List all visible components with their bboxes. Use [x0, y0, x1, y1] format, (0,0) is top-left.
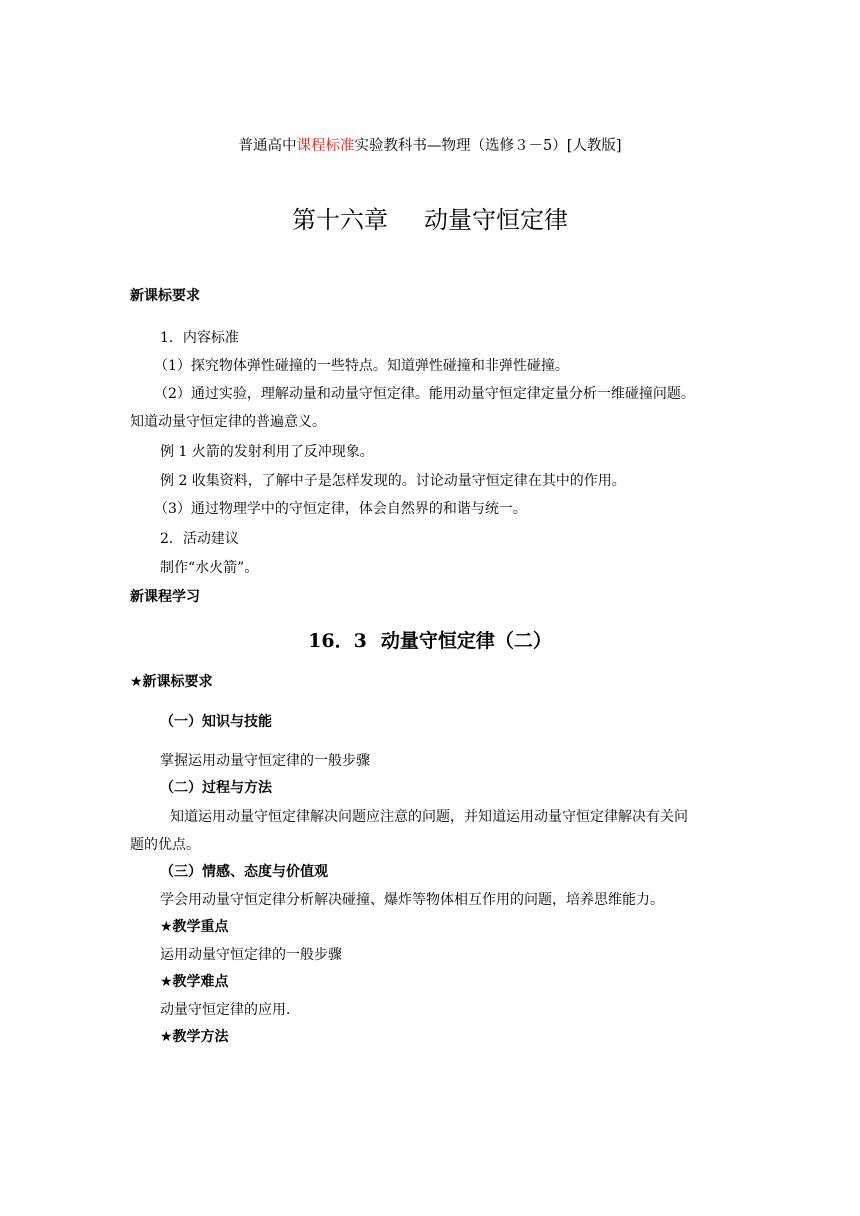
process-text-line-2: 题的优点。 — [130, 837, 200, 853]
objectives-heading: ★新课标要求 — [130, 674, 213, 690]
knowledge-title: （一）知识与技能 — [160, 714, 272, 730]
activity-title: 2．活动建议 — [160, 531, 239, 547]
section-name: 动量守恒定律（二） — [380, 630, 552, 652]
section-number: 16．3 — [308, 630, 367, 652]
focus-title: ★教学重点 — [160, 919, 229, 935]
content-standard-title: 1．内容标准 — [160, 330, 239, 346]
standard-item-1: （1）探究物体弹性碰撞的一些特点。知道弹性碰撞和非弹性碰撞。 — [154, 358, 569, 374]
activity-text: 制作“水火箭”。 — [160, 560, 259, 576]
standard-item-3: （3）通过物理学中的守恒定律，体会自然界的和谐与统一。 — [154, 501, 527, 517]
example-1: 例 1 火箭的发射利用了反冲现象。 — [160, 444, 374, 460]
emotion-title: （三）情感、态度与价值观 — [160, 864, 328, 880]
course-heading: 新课程学习 — [130, 589, 200, 605]
header-suffix: 实验教科书—物理（选修３－5）[人教版] — [354, 138, 622, 154]
knowledge-text: 掌握运用动量守恒定律的一般步骤 — [160, 753, 370, 769]
standard-item-2-line-1: （2）通过实验，理解动量和动量守恒定律。能用动量守恒定律定量分析一维碰撞问题。 — [154, 386, 695, 402]
header-highlight: 课程标准 — [296, 138, 355, 154]
chapter-number: 第十六章 — [292, 206, 388, 234]
difficulty-title: ★教学难点 — [160, 974, 229, 990]
difficulty-text: 动量守恒定律的应用． — [160, 1002, 300, 1018]
focus-text: 运用动量守恒定律的一般步骤 — [160, 947, 342, 963]
document-header — [0, 136, 860, 156]
section-title — [0, 628, 860, 654]
standard-item-2-line-2: 知道动量守恒定律的普遍意义。 — [130, 414, 326, 430]
chapter-name: 动量守恒定律 — [424, 206, 568, 234]
process-text-line-1: 知道运用动量守恒定律解决问题应注意的问题，并知道运用动量守恒定律解决有关问 — [170, 809, 688, 825]
process-title: （二）过程与方法 — [160, 780, 272, 796]
standards-heading: 新课标要求 — [130, 288, 200, 304]
emotion-text: 学会用动量守恒定律分析解决碰撞、爆炸等物体相互作用的问题，培养思维能力。 — [160, 892, 664, 908]
example-2: 例 2 收集资料，了解中子是怎样发现的。讨论动量守恒定律在其中的作用。 — [160, 473, 626, 489]
header-prefix: 普通高中 — [238, 138, 297, 154]
method-title: ★教学方法 — [160, 1029, 229, 1045]
chapter-title — [0, 203, 860, 237]
